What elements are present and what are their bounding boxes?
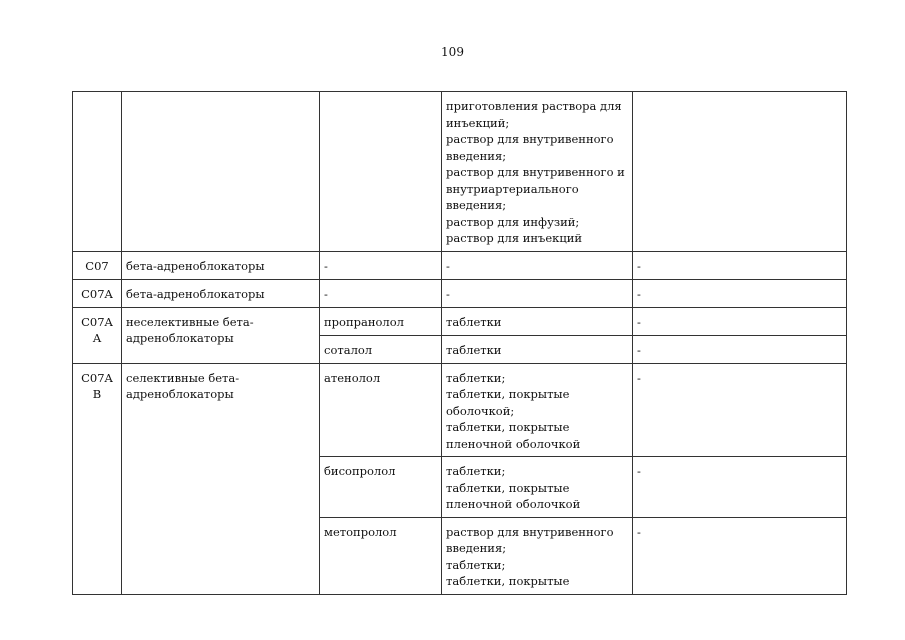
dosage-forms-cell: - [442,279,633,307]
dosage-form-line: таблетки, покрытые [446,387,570,401]
dosage-form-line: раствор для инфузий; [446,214,580,229]
atc-code-cell: C07 [73,251,122,279]
dosage-form-line: таблетки, покрытые [446,420,570,434]
drug-cell: - [320,251,442,279]
table-row-c07aa [73,307,847,335]
dosage-forms-cell [442,92,633,252]
dosage-form-line: таблетки, покрытые [446,480,570,495]
atc-code-cell [73,92,122,252]
dosage-form-line: пленочной оболочкой [446,497,581,511]
dosage-form-line: внутриартериального [446,181,579,196]
dosage-form-line: таблетки; [446,370,506,385]
page-number: 109 [441,45,464,59]
extra-cell: - [633,251,847,279]
atc-code-line: A [92,331,102,345]
drug-cell: атенолол [320,363,442,457]
dosage-form-line: введения; [446,148,507,163]
atc-code-cell: C07A [73,279,122,307]
dosage-form-line: таблетки [446,342,502,357]
atc-code-line: C07A [81,370,113,385]
table-row-c07ab [73,363,847,457]
atc-code-cell [73,363,122,594]
dosage-form-line: таблетки; [446,464,506,478]
extra-cell: - [633,307,847,335]
atc-code-cell [73,307,122,363]
dosage-forms-cell [442,335,633,363]
drug-cell: соталол [320,335,442,363]
dosage-forms-cell: - [442,251,633,279]
dosage-form-line: раствор для инъекций [446,231,583,245]
dosage-form-line: введения; [446,541,507,555]
drug-table [72,91,847,595]
dosage-form-line: приготовления раствора для [446,99,622,113]
dosage-forms-cell [442,517,633,594]
extra-cell: - [633,335,847,363]
dosage-form-line: таблетки, покрытые [446,574,570,588]
group-line: селективные бета- [126,370,240,385]
extra-cell [633,92,847,252]
dosage-forms-cell [442,363,633,457]
extra-cell: - [633,279,847,307]
dosage-forms-cell [442,457,633,518]
group-cell: бета-адреноблокаторы [122,279,320,307]
dosage-form-line: введения; [446,198,507,212]
drug-cell: метопролол [320,517,442,594]
dosage-form-line: таблетки; [446,557,506,572]
drug-cell: бисопролол [320,457,442,518]
table-row-c07 [73,251,847,279]
dosage-forms-cell [442,307,633,335]
group-cell [122,307,320,363]
dosage-form-line: раствор для внутривенного и [446,165,625,179]
group-cell [122,363,320,594]
extra-cell: - [633,457,847,518]
extra-cell: - [633,363,847,457]
dosage-form-line: раствор для внутривенного [446,132,614,146]
atc-code-line: C07A [81,314,113,329]
dosage-form-line: таблетки [446,314,502,329]
dosage-form-line: пленочной оболочкой [446,436,581,451]
dosage-form-line: оболочкой; [446,403,515,418]
drug-cell: пропранолол [320,307,442,335]
drug-cell [320,92,442,252]
dosage-form-line: раствор для внутривенного [446,524,614,539]
group-line: неселективные бета- [126,314,254,329]
drug-cell: - [320,279,442,307]
group-line: адреноблокаторы [126,387,234,401]
group-line: адреноблокаторы [126,331,234,345]
atc-code-line: B [92,387,102,401]
table-row-continuation [73,92,847,252]
dosage-form-line: инъекций; [446,115,510,130]
group-cell [122,92,320,252]
extra-cell: - [633,517,847,594]
table-row-c07a [73,279,847,307]
group-cell: бета-адреноблокаторы [122,251,320,279]
